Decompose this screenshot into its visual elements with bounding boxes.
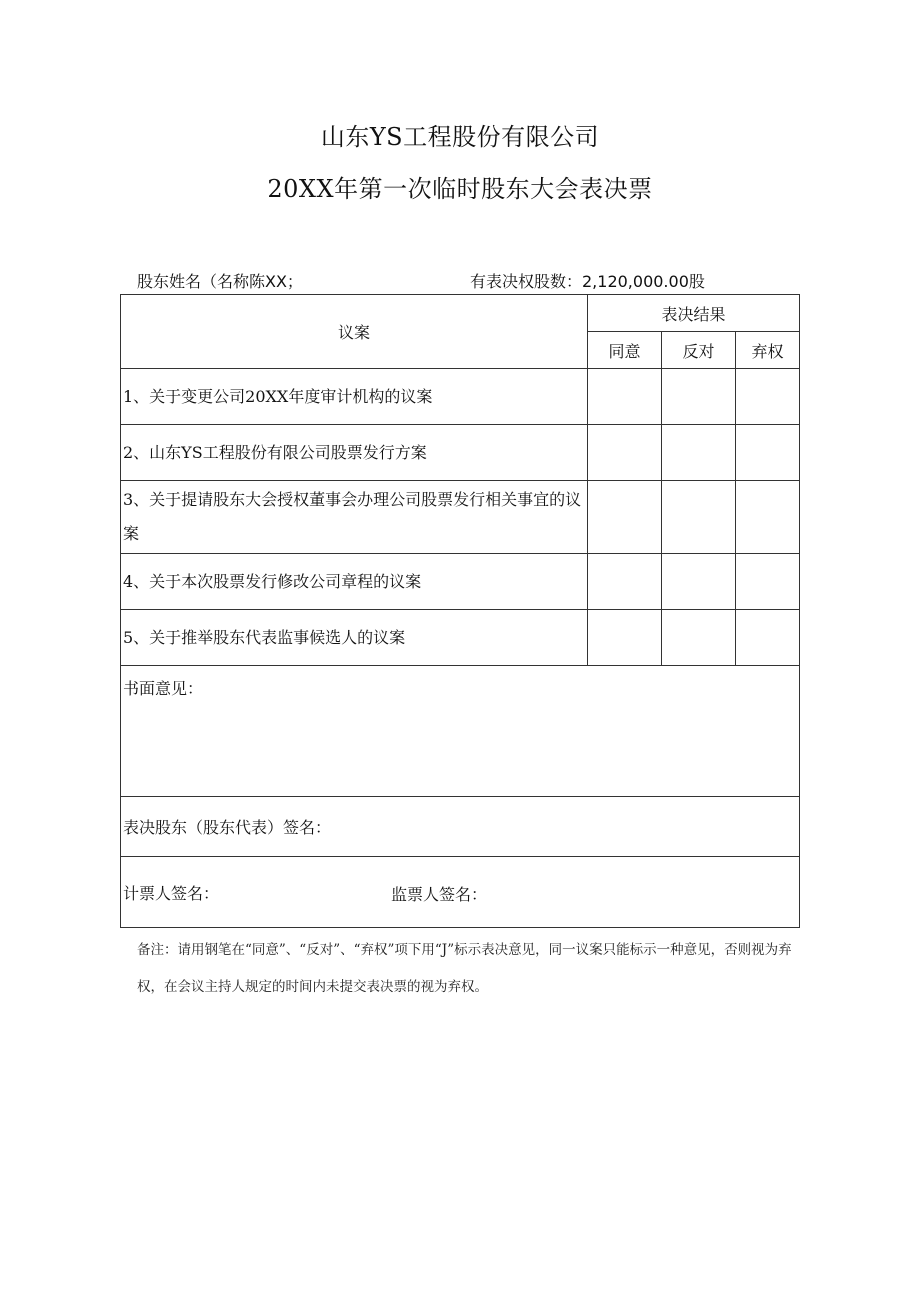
- vote-box-abstain[interactable]: [736, 554, 800, 610]
- vote-box-oppose[interactable]: [662, 481, 736, 554]
- table-row: [121, 554, 800, 610]
- remarks-note: 备注：请用钢笔在“同意”、“反对”、“弃权”项下用“J”标示表决意见，同一议案只能标示一种意见，否则视为弃权，在会议主持人规定的时间内未提交表决票的视为弃权。: [137, 942, 792, 995]
- vote-box-abstain[interactable]: [736, 610, 800, 666]
- vote-box-agree[interactable]: [588, 481, 662, 554]
- written-opinion-label: 书面意见：: [123, 679, 204, 698]
- written-opinion-field[interactable]: [121, 666, 800, 797]
- vote-box-abstain[interactable]: [736, 425, 800, 481]
- voter-signature-field[interactable]: [121, 797, 800, 857]
- vote-box-abstain[interactable]: [736, 481, 800, 554]
- vote-box-agree[interactable]: [588, 369, 662, 425]
- scrutineer-signature-label: 监票人签名：: [391, 885, 488, 904]
- header-vote-result: 表决结果: [588, 295, 800, 332]
- vote-box-oppose[interactable]: [662, 425, 736, 481]
- header-oppose: 反对: [662, 332, 736, 369]
- table-row: [121, 425, 800, 481]
- header-agree: 同意: [588, 332, 662, 369]
- voter-signature-label: 表决股东（股东代表）签名：: [123, 818, 332, 837]
- vote-box-oppose[interactable]: [662, 369, 736, 425]
- motion-2: 2、山东YS工程股份有限公司股票发行方案: [121, 425, 588, 481]
- table-row: [121, 610, 800, 666]
- vote-box-abstain[interactable]: [736, 369, 800, 425]
- document-subtitle: 20XX年第一次临时股东大会表决票: [267, 175, 653, 203]
- shareholder-info-row: [137, 270, 777, 294]
- vote-box-agree[interactable]: [588, 554, 662, 610]
- vote-box-agree[interactable]: [588, 425, 662, 481]
- vote-box-oppose[interactable]: [662, 554, 736, 610]
- header-abstain: 弃权: [736, 332, 800, 369]
- header-motion: 议案: [121, 295, 588, 369]
- counting-signature-row[interactable]: [121, 857, 800, 928]
- motion-4: 4、关于本次股票发行修改公司章程的议案: [121, 554, 588, 610]
- motion-5: 5、关于推举股东代表监事候选人的议案: [121, 610, 588, 666]
- voting-shares-label: 有表决权股数：2,120,000.00股: [470, 272, 705, 291]
- ballot-table: [120, 294, 800, 928]
- counter-signature-label: 计票人签名：: [123, 883, 220, 903]
- vote-box-oppose[interactable]: [662, 610, 736, 666]
- document-title: 山东YS工程股份有限公司: [320, 123, 600, 151]
- vote-box-agree[interactable]: [588, 610, 662, 666]
- table-row: [121, 369, 800, 425]
- motion-3: 3、关于提请股东大会授权董事会办理公司股票发行相关事宜的议案: [121, 481, 588, 554]
- motion-1: 1、关于变更公司20XX年度审计机构的议案: [121, 369, 588, 425]
- table-row: [121, 481, 800, 554]
- shareholder-name-label: 股东姓名（名称陈XX；: [137, 272, 303, 291]
